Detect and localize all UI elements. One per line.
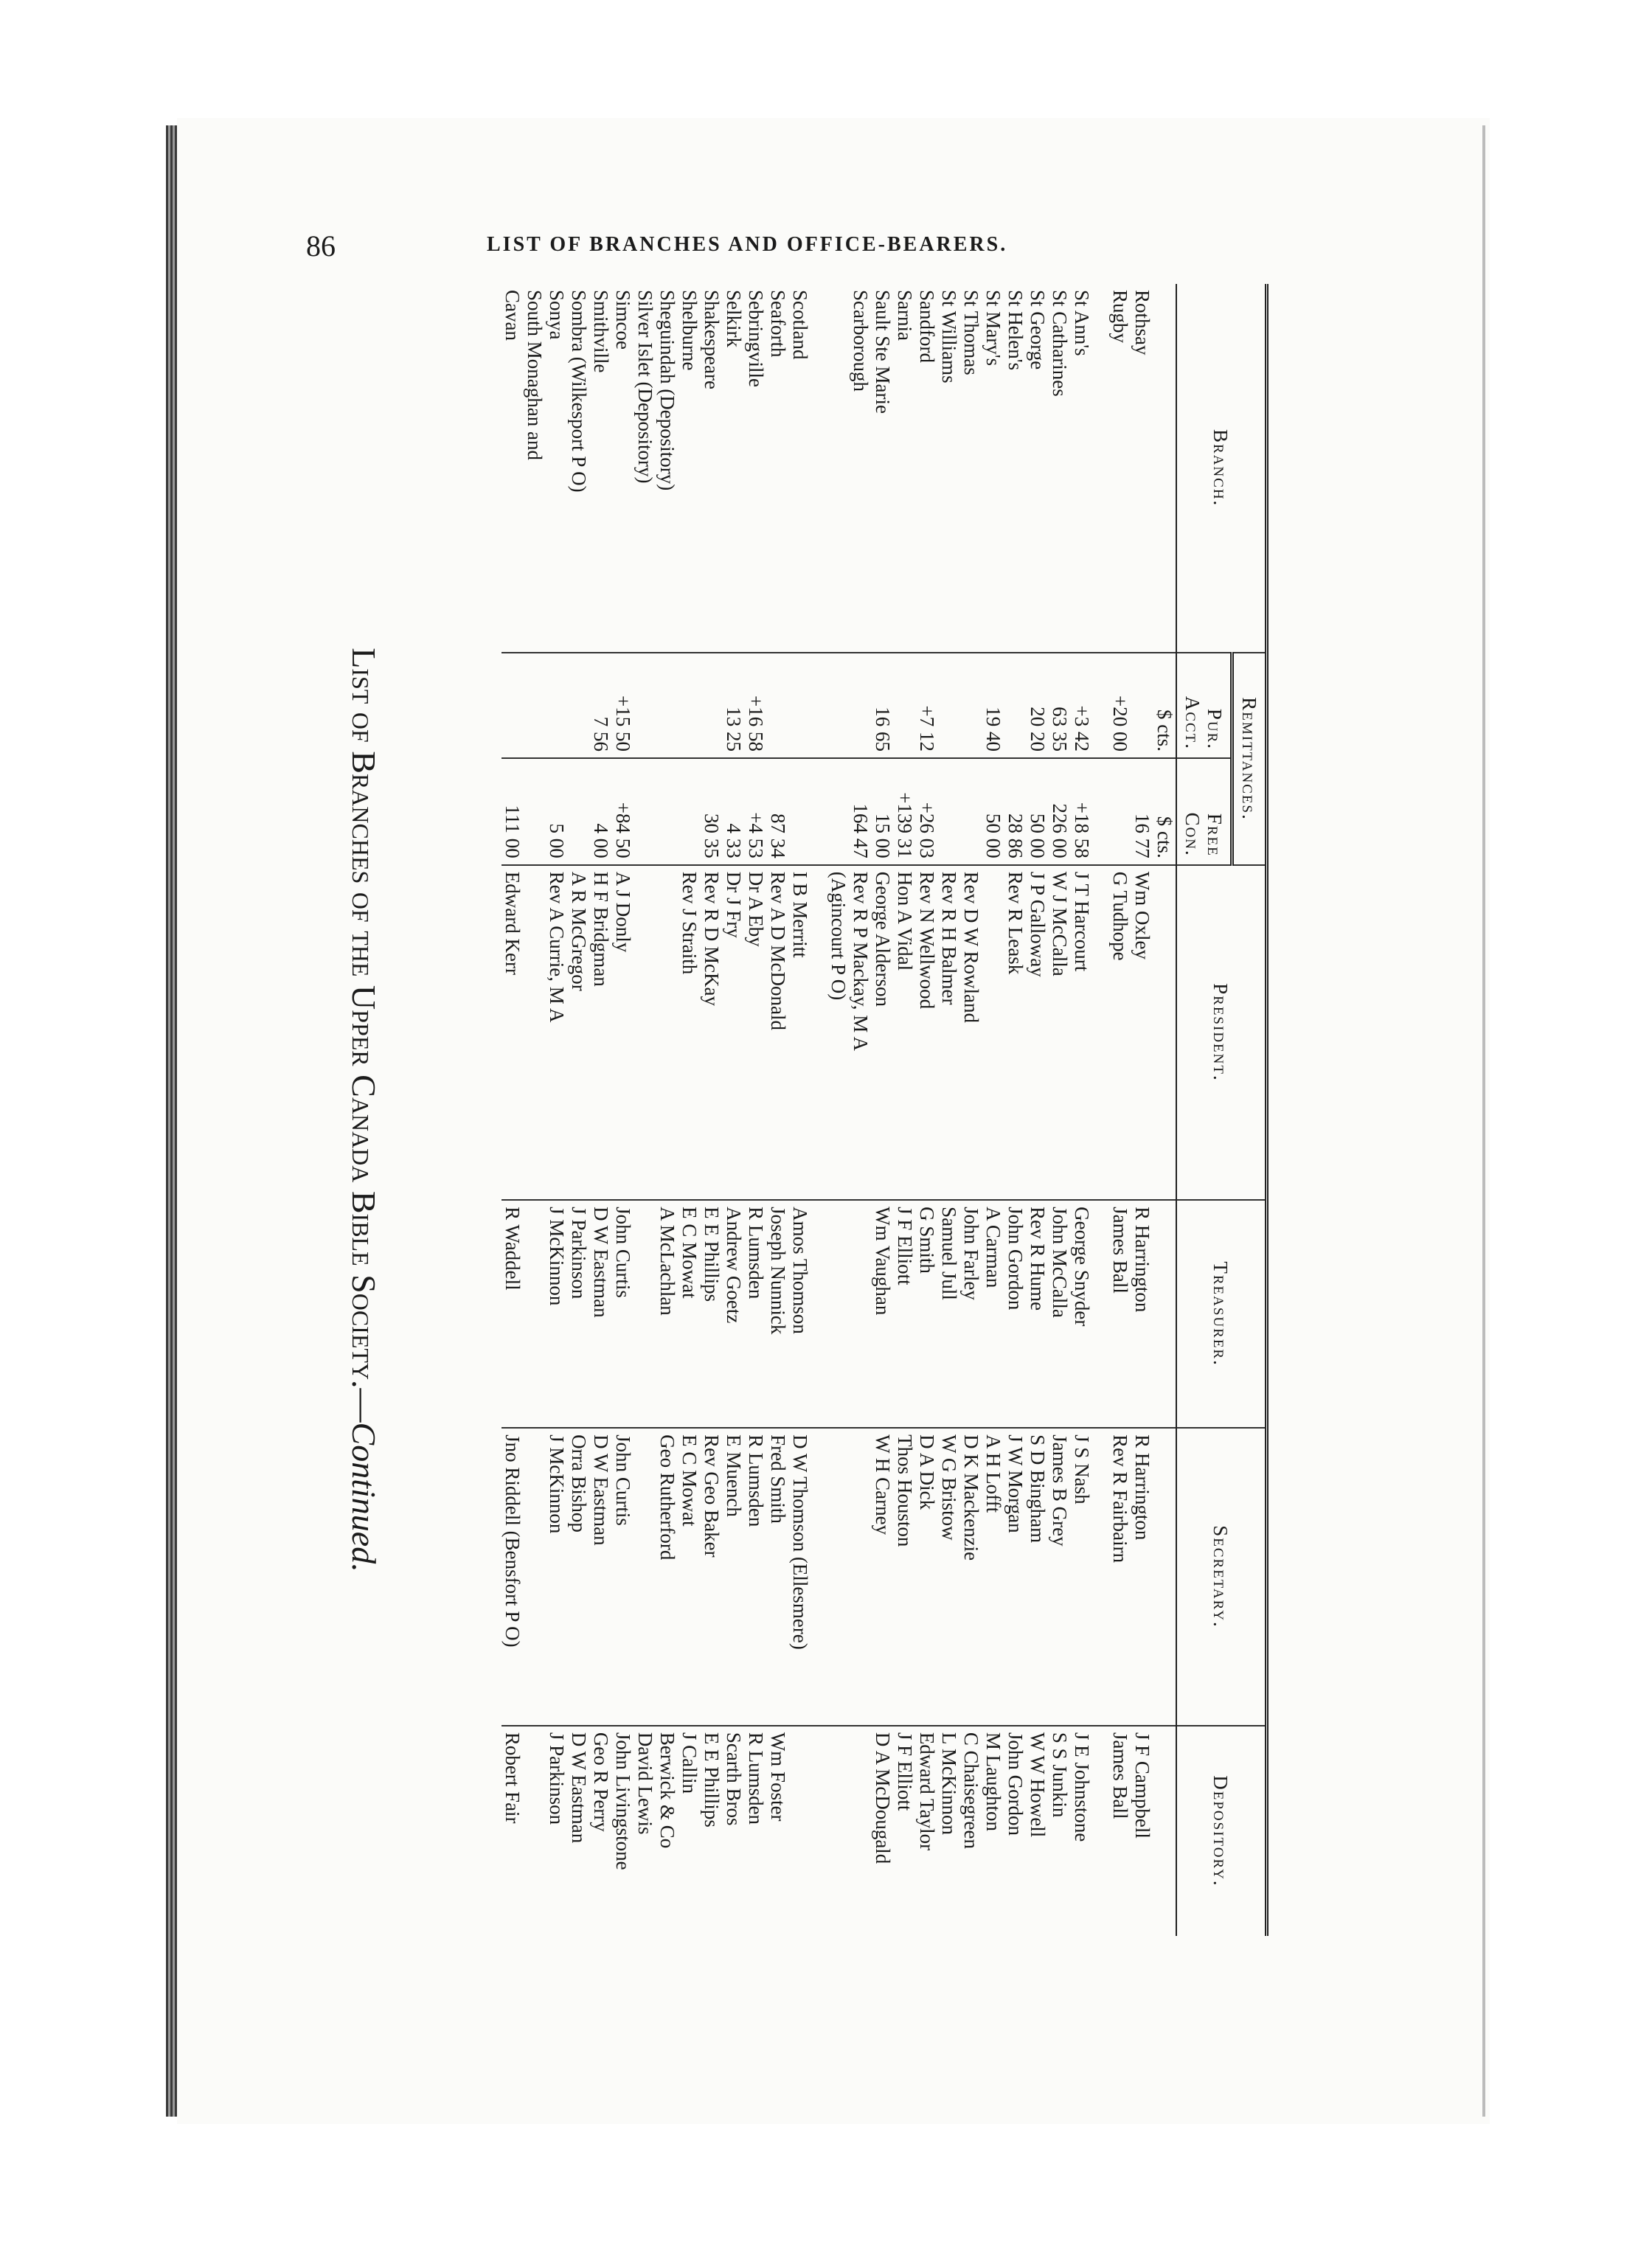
cell-treasurer: G Smith: [916, 1200, 938, 1428]
cell-pur: 20 20: [1027, 653, 1049, 758]
cell-free: [656, 758, 678, 865]
cell-branch: St Helen's: [1004, 290, 1027, 371]
cell-secretary: A H Lofft: [982, 1428, 1004, 1726]
cell-president: [656, 865, 678, 1200]
cell-secretary: W G Bristow: [938, 1428, 960, 1726]
cell-branch: Simcoe: [612, 290, 634, 350]
cell-president: George Alderson: [872, 865, 894, 1200]
cell-branch: Scotland: [789, 290, 811, 360]
cell-secretary: Thos Houston: [894, 1428, 916, 1726]
table-row: [1109, 284, 1131, 1936]
cell-treasurer: [827, 1200, 850, 1428]
cell-depository: Wm Foster: [767, 1726, 789, 1936]
cell-branch: St Williams: [938, 290, 960, 384]
table-row: [894, 284, 916, 1936]
cell-secretary: James B Grey: [1049, 1428, 1071, 1726]
cell-president: W J McCalla: [1049, 865, 1071, 1200]
cell-secretary: Fred Smith: [767, 1428, 789, 1726]
cell-treasurer: Amos Thomson: [789, 1200, 811, 1428]
cell-pur: [960, 653, 982, 758]
cell-treasurer: [634, 1200, 656, 1428]
cell-free: 16 77: [1131, 758, 1153, 865]
cell-branch: St Mary's: [982, 290, 1004, 367]
cell-pur: +15 50: [612, 653, 634, 758]
cell-treasurer: J Parkinson: [568, 1200, 590, 1428]
cell-president: (Agincourt P O): [827, 865, 850, 1200]
units-pur: $ cts.: [1153, 653, 1176, 758]
table-row: [723, 284, 745, 1936]
table-caption: [344, 284, 384, 1936]
cell-depository: W W Howell: [1027, 1726, 1049, 1936]
cell-depository: [789, 1726, 811, 1936]
cell-treasurer: E E Phillips: [701, 1200, 723, 1428]
cell-branch: Scarborough: [850, 290, 872, 392]
cell-pur: [789, 653, 811, 758]
cell-pur: [894, 653, 916, 758]
cell-president: Rev R Leask: [1004, 865, 1027, 1200]
cell-treasurer: John Farley: [960, 1200, 982, 1428]
cell-free: 164 47: [850, 758, 872, 865]
cell-treasurer: [524, 1200, 546, 1428]
cell-president: I B Merritt: [789, 865, 811, 1200]
cell-pur: [656, 653, 678, 758]
cell-secretary: J McKinnon: [546, 1428, 568, 1726]
cell-treasurer: Andrew Goetz: [723, 1200, 745, 1428]
cell-treasurer: R Waddell: [502, 1200, 524, 1428]
cell-pur: +7 12: [916, 653, 938, 758]
cell-president: Dr J Fry: [723, 865, 745, 1200]
cell-president: [524, 865, 546, 1200]
group-spacer: [1093, 284, 1109, 1936]
cell-treasurer: J McKinnon: [546, 1200, 568, 1428]
cell-branch: St Ann's: [1071, 290, 1093, 356]
cell-free: 4 00: [590, 758, 612, 865]
table-row: [767, 284, 789, 1936]
cell-secretary: [524, 1428, 546, 1726]
cell-free: 50 00: [1027, 758, 1049, 865]
table-row: [827, 284, 850, 1936]
cell-treasurer: D W Eastman: [590, 1200, 612, 1428]
cell-treasurer: George Snyder: [1071, 1200, 1093, 1428]
cell-president: Edward Kerr: [502, 865, 524, 1200]
units-free: $ cts.: [1153, 758, 1176, 865]
cell-pur: [678, 653, 701, 758]
cell-president: Wm Oxley: [1131, 865, 1153, 1200]
cell-president: Rev D W Rowland: [960, 865, 982, 1200]
cell-president: Rev J Straith: [678, 865, 701, 1200]
cell-depository: Berwick & Co: [656, 1726, 678, 1936]
cell-branch: Shakespeare: [701, 290, 723, 389]
cell-pur: [1131, 653, 1153, 758]
cell-free: 28 86: [1004, 758, 1027, 865]
cell-president: Rev R P Mackay, M A: [850, 865, 872, 1200]
header-free-con: Free Con.: [1176, 758, 1232, 865]
cell-depository: John Livingstone: [612, 1726, 634, 1936]
cell-secretary: Geo Rutherford: [656, 1428, 678, 1726]
cell-free: [1109, 758, 1131, 865]
cell-branch: Sebringville: [745, 290, 767, 387]
cell-secretary: [850, 1428, 872, 1726]
cell-branch: St George: [1027, 290, 1049, 370]
cell-branch: Rothsay: [1131, 290, 1153, 355]
cell-branch: Sombra (Wilkesport P O): [568, 290, 590, 493]
cell-depository: J F Elliott: [894, 1726, 916, 1936]
cell-pur: [1004, 653, 1027, 758]
cell-secretary: W H Carney: [872, 1428, 894, 1726]
cell-pur: [546, 653, 568, 758]
page-number: 86: [306, 229, 336, 263]
table-row: [872, 284, 894, 1936]
cell-branch: Smithville: [590, 290, 612, 373]
branches-table: [502, 284, 1268, 1936]
cell-president: Rev N Wellwood: [916, 865, 938, 1200]
cell-pur: +20 00: [1109, 653, 1131, 758]
table-row: [850, 284, 872, 1936]
cell-branch: St Thomas: [960, 290, 982, 375]
table-row: [524, 284, 546, 1936]
cell-free: [960, 758, 982, 865]
cell-branch: [827, 284, 850, 653]
cell-depository: Scarth Bros: [723, 1726, 745, 1936]
cell-depository: [524, 1726, 546, 1936]
cell-secretary: E C Mowat: [678, 1428, 701, 1726]
cell-branch: Sonya: [546, 290, 568, 340]
table-row: [656, 284, 678, 1936]
cell-president: H F Bridgman: [590, 865, 612, 1200]
cell-depository: M Laughton: [982, 1726, 1004, 1936]
cell-free: [938, 758, 960, 865]
cell-president: J T Harcourt: [1071, 865, 1093, 1200]
header-depository: Depository.: [1176, 1726, 1267, 1936]
cell-depository: David Lewis: [634, 1726, 656, 1936]
cell-president: Dr A Eby: [745, 865, 767, 1200]
cell-treasurer: John Gordon: [1004, 1200, 1027, 1428]
cell-branch: Rugby: [1109, 290, 1131, 344]
cell-depository: J Parkinson: [546, 1726, 568, 1936]
table-row: [938, 284, 960, 1936]
cell-treasurer: Samuel Jull: [938, 1200, 960, 1428]
cell-president: Rev R D McKay: [701, 865, 723, 1200]
cell-depository: Robert Fair: [502, 1726, 524, 1936]
table-body: [502, 284, 1153, 1936]
cell-pur: 13 25: [723, 653, 745, 758]
cell-free: 4 33: [723, 758, 745, 865]
cell-pur: [701, 653, 723, 758]
cell-free: [634, 758, 656, 865]
cell-pur: [767, 653, 789, 758]
table-row: [678, 284, 701, 1936]
cell-president: [634, 865, 656, 1200]
cell-treasurer: J F Elliott: [894, 1200, 916, 1428]
cell-free: 111 00: [502, 758, 524, 865]
group-spacer: [811, 284, 827, 1936]
cell-treasurer: John Curtis: [612, 1200, 634, 1428]
cell-free: [827, 758, 850, 865]
cell-treasurer: Rev R Hume: [1027, 1200, 1049, 1428]
cell-branch: Silver Islet (Depository): [634, 290, 656, 484]
cell-president: G Tudhope: [1109, 865, 1131, 1200]
table-row: [1049, 284, 1071, 1936]
cell-free: +18 58: [1071, 758, 1093, 865]
caption-continued: Continued.: [345, 1422, 383, 1572]
cell-depository: [850, 1726, 872, 1936]
table-row: [612, 284, 634, 1936]
cell-free: +84 50: [612, 758, 634, 865]
cell-depository: S S Junkin: [1049, 1726, 1071, 1936]
cell-free: 30 35: [701, 758, 723, 865]
cell-secretary: Orra Bishop: [568, 1428, 590, 1726]
cell-secretary: Rev Geo Baker: [701, 1428, 723, 1726]
table-row: [745, 284, 767, 1936]
table-row: [502, 284, 524, 1936]
cell-pur: [524, 653, 546, 758]
cell-pur: +16 58: [745, 653, 767, 758]
header-remittances: Remittances.: [1232, 653, 1267, 864]
cell-depository: C Chaisegreen: [960, 1726, 982, 1936]
cell-president: A R McGregor: [568, 865, 590, 1200]
cell-depository: J F Campbell: [1131, 1726, 1153, 1936]
cell-depository: D W Eastman: [568, 1726, 590, 1936]
table-row: [982, 284, 1004, 1936]
cell-depository: J Callin: [678, 1726, 701, 1936]
cell-free: 226 00: [1049, 758, 1071, 865]
table-row: [1131, 284, 1153, 1936]
cell-free: 87 34: [767, 758, 789, 865]
cell-depository: Geo R Perry: [590, 1726, 612, 1936]
cell-branch: Cavan: [502, 290, 524, 341]
cell-depository: [827, 1726, 850, 1936]
cell-president: Rev R H Balmer: [938, 865, 960, 1200]
cell-branch: Shelburne: [678, 290, 701, 371]
cell-depository: John Gordon: [1004, 1726, 1027, 1936]
cell-president: Rev A Currie, M A: [546, 865, 568, 1200]
cell-pur: 7 56: [590, 653, 612, 758]
cell-free: [568, 758, 590, 865]
cell-treasurer: Joseph Nunnick: [767, 1200, 789, 1428]
header-treasurer: Treasurer.: [1176, 1200, 1267, 1428]
cell-branch: South Monaghan and: [524, 290, 546, 460]
cell-treasurer: R Harrington: [1131, 1200, 1153, 1428]
cell-secretary: D W Thomson (Ellesmere): [789, 1428, 811, 1726]
cell-secretary: Jno Riddell (Bensfort P O): [502, 1428, 524, 1726]
running-head: LIST OF BRANCHES AND OFFICE-BEARERS.: [487, 233, 1008, 256]
cell-depository: R Lumsden: [745, 1726, 767, 1936]
cell-secretary: R Lumsden: [745, 1428, 767, 1726]
cell-secretary: D K Mackenzie: [960, 1428, 982, 1726]
cell-free: +139 31: [894, 758, 916, 865]
table-row: [789, 284, 811, 1936]
table-row: [634, 284, 656, 1936]
cell-branch: Sandford: [916, 290, 938, 363]
cell-pur: [568, 653, 590, 758]
cell-pur: 16 65: [872, 653, 894, 758]
table-row: [1004, 284, 1027, 1936]
table-row: [960, 284, 982, 1936]
cell-pur: 63 35: [1049, 653, 1071, 758]
cell-branch: Selkirk: [723, 290, 745, 347]
page-edge: [1482, 125, 1485, 2117]
cell-president: Rev A D McDonald: [767, 865, 789, 1200]
cell-free: 15 00: [872, 758, 894, 865]
cell-secretary: D A Dick: [916, 1428, 938, 1726]
cell-secretary: [827, 1428, 850, 1726]
cell-secretary: D W Eastman: [590, 1428, 612, 1726]
cell-branch: Sheguindah (Depository): [656, 290, 678, 491]
cell-depository: D A McDougald: [872, 1726, 894, 1936]
cell-secretary: Rev R Fairbairn: [1109, 1428, 1131, 1726]
cell-free: 50 00: [982, 758, 1004, 865]
cell-branch: Seaforth: [767, 290, 789, 358]
cell-depository: E E Phillips: [701, 1726, 723, 1936]
cell-branch: St Catharines: [1049, 290, 1071, 397]
cell-depository: L McKinnon: [938, 1726, 960, 1936]
cell-branch: Sarnia: [894, 290, 916, 341]
table-row: [1071, 284, 1093, 1936]
table-row: [916, 284, 938, 1936]
header-secretary: Secretary.: [1176, 1428, 1267, 1726]
cell-free: [789, 758, 811, 865]
cell-pur: [827, 653, 850, 758]
table-row: [568, 284, 590, 1936]
cell-pur: [938, 653, 960, 758]
cell-secretary: J W Morgan: [1004, 1428, 1027, 1726]
cell-depository: James Ball: [1109, 1726, 1131, 1936]
cell-president: [982, 865, 1004, 1200]
cell-treasurer: [850, 1200, 872, 1428]
cell-pur: [634, 653, 656, 758]
cell-depository: Edward Taylor: [916, 1726, 938, 1936]
cell-secretary: J S Nash: [1071, 1428, 1093, 1726]
cell-pur: +3 42: [1071, 653, 1093, 758]
cell-free: +26 03: [916, 758, 938, 865]
cell-secretary: S D Bingham: [1027, 1428, 1049, 1726]
cell-free: 5 00: [546, 758, 568, 865]
cell-treasurer: John McCalla: [1049, 1200, 1071, 1428]
header-president: President.: [1176, 865, 1267, 1200]
caption-main: List of Branches of the Upper Canada Bible Society.—: [345, 648, 383, 1423]
cell-pur: 19 40: [982, 653, 1004, 758]
cell-secretary: [634, 1428, 656, 1726]
cell-branch: Sault Ste Marie: [872, 290, 894, 414]
cell-secretary: E Muench: [723, 1428, 745, 1726]
cell-pur: [502, 653, 524, 758]
units-spacer: [1153, 284, 1176, 653]
cell-secretary: John Curtis: [612, 1428, 634, 1726]
cell-secretary: R Harrington: [1131, 1428, 1153, 1726]
table-row: [1027, 284, 1049, 1936]
cell-treasurer: A McLachlan: [656, 1200, 678, 1428]
cell-free: [678, 758, 701, 865]
cell-treasurer: James Ball: [1109, 1200, 1131, 1428]
cell-free: [524, 758, 546, 865]
header-branch: Branch.: [1176, 284, 1267, 653]
table-row: [546, 284, 568, 1936]
cell-free: +4 53: [745, 758, 767, 865]
cell-pur: [850, 653, 872, 758]
cell-president: Hon A Vidal: [894, 865, 916, 1200]
table-row: [701, 284, 723, 1936]
cell-depository: J E Johnstone: [1071, 1726, 1093, 1936]
header-pur-acct: Pur. Acct.: [1176, 653, 1232, 758]
cell-treasurer: E C Mowat: [678, 1200, 701, 1428]
cell-treasurer: R Lumsden: [745, 1200, 767, 1428]
cell-treasurer: A Carman: [982, 1200, 1004, 1428]
table-row: [590, 284, 612, 1936]
cell-president: J P Galloway: [1027, 865, 1049, 1200]
cell-treasurer: Wm Vaughan: [872, 1200, 894, 1428]
cell-president: A J Donly: [612, 865, 634, 1200]
rotated-table-region: [273, 284, 1268, 1936]
